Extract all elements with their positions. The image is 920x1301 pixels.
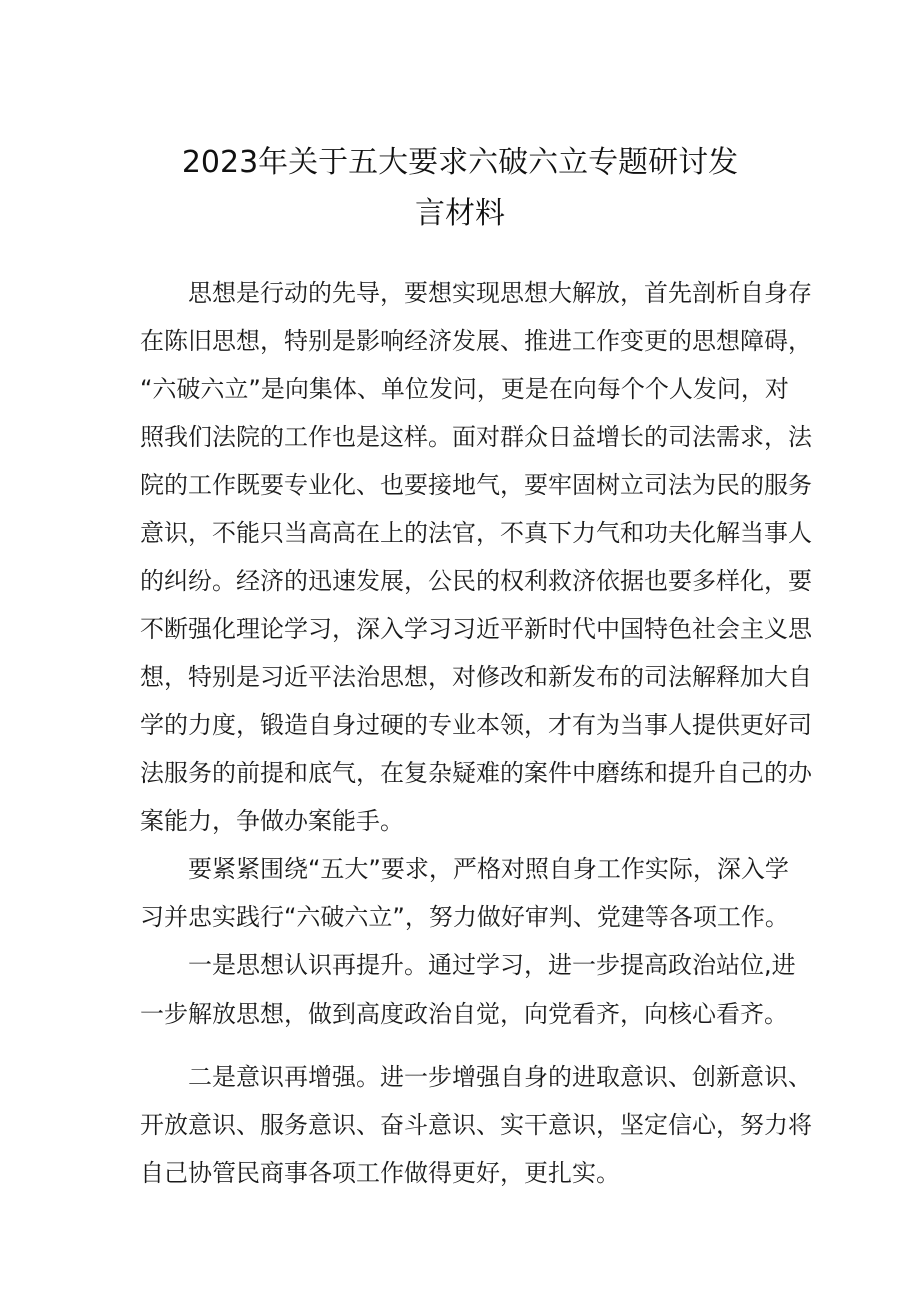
- paragraph-2-line-2: 习并忠实践行“六破六立”，努力做好审判、党建等各项工作。: [140, 903, 789, 931]
- paragraph-4-line-2: 开放意识、服务意识、奋斗意识、实干意识，坚定信心，努力将: [140, 1111, 812, 1139]
- paragraph-1-line-5: 院的工作既要专业化、也要接地气，要牢固树立司法为民的服务: [140, 471, 812, 499]
- paragraph-1-line-4: 照我们法院的工作也是这样。面对群众日益增长的司法需求，法: [140, 423, 812, 451]
- document-title-line-2: 言材料: [415, 196, 505, 231]
- paragraph-1-line-12: 案能力，争做办案能手。: [140, 807, 404, 835]
- paragraph-3-line-2: 一步解放思想，做到高度政治自觉，向党看齐，向核心看齐。: [140, 1000, 788, 1028]
- paragraph-3-line-1: 一是思想认识再提升。通过学习，进一步提高政治站位,进: [188, 951, 796, 979]
- paragraph-2-line-1: 要紧紧围绕“五大”要求，严格对照自身工作实际，深入学: [188, 855, 789, 883]
- paragraph-1-line-1: 思想是行动的先导，要想实现思想大解放，首先剖析自身存: [188, 279, 812, 307]
- paragraph-1-line-11: 法服务的前提和底气，在复杂疑难的案件中磨练和提升自己的办: [140, 759, 812, 787]
- paragraph-4-line-1: 二是意识再增强。进一步增强自身的进取意识、创新意识、: [188, 1063, 812, 1091]
- paragraph-1-line-7: 的纠纷。经济的迅速发展，公民的权利救济依据也要多样化，要: [140, 567, 812, 595]
- paragraph-1-line-6: 意识，不能只当高高在上的法官，不真下力气和功夫化解当事人: [140, 519, 812, 547]
- paragraph-1-line-9: 想，特别是习近平法治思想，对修改和新发布的司法解释加大自: [140, 663, 812, 691]
- document-title-line-1: 2023年关于五大要求六破六立专题研讨发: [181, 145, 739, 180]
- paragraph-1-line-2: 在陈旧思想，特别是影响经济发展、推进工作变更的思想障碍，: [140, 327, 812, 355]
- paragraph-1-line-8: 不断强化理论学习，深入学习习近平新时代中国特色社会主义思: [140, 615, 812, 643]
- paragraph-4-line-3: 自己协管民商事各项工作做得更好，更扎实。: [140, 1159, 620, 1187]
- paragraph-1-line-3: “六破六立”是向集体、单位发问，更是在向每个个人发问，对: [140, 375, 789, 403]
- paragraph-1-line-10: 学的力度，锻造自身过硬的专业本领，才有为当事人提供更好司: [140, 711, 812, 739]
